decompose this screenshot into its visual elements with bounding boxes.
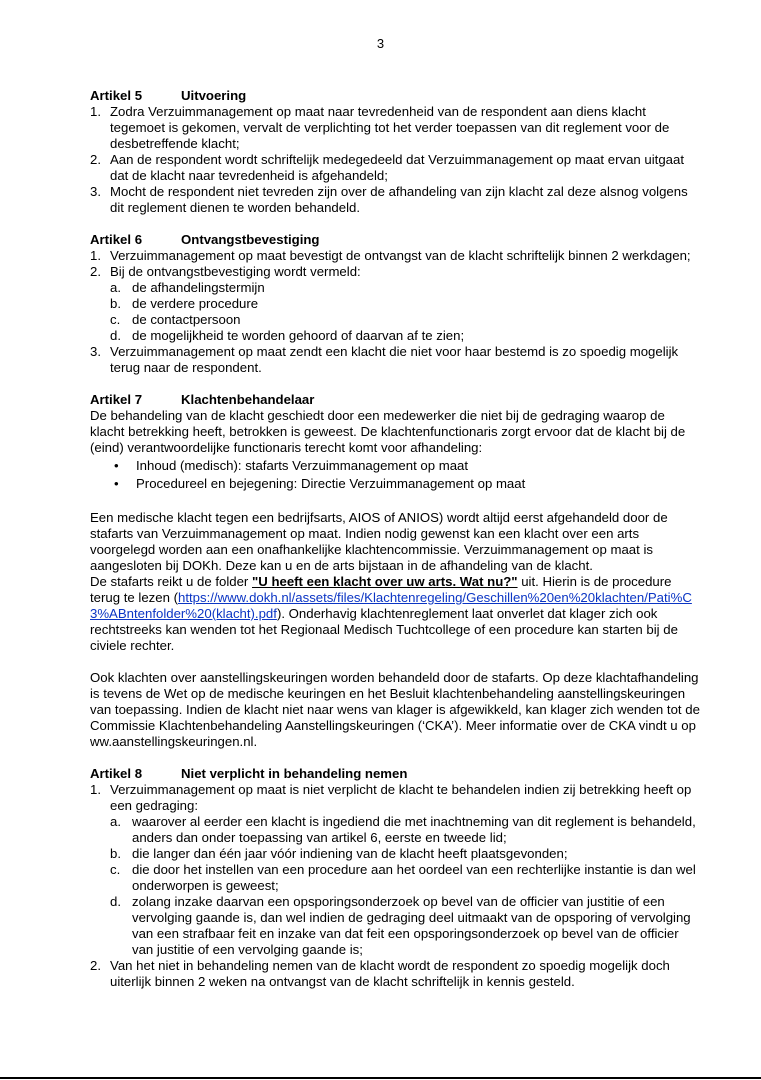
list-marker: 1.: [90, 104, 101, 119]
article-number: Artikel 5: [90, 88, 143, 103]
article-number: Artikel 7: [90, 392, 143, 407]
sub-list-item: [110, 846, 702, 862]
list-marker: c.: [110, 862, 121, 877]
list-text: zolang inzake daarvan een opsporingsonderzoek op bevel van de officier van justitie of een vervolging gaande is, dan wel indien de gedraging deel uitmaakt van de opsporing of vervolging van een strafbaar feit en inzake van dat feit een opsporingsonderzoek op bevel van de officier van justitie of een vervolging gaande is;: [132, 894, 691, 957]
list-item: [90, 248, 702, 264]
article-title: Klachtenbehandelaar: [181, 392, 315, 407]
sub-list: [90, 814, 702, 958]
list-marker: d.: [110, 894, 121, 909]
article-5-heading: [90, 88, 702, 104]
list-text: Zodra Verzuimmanagement op maat naar tevredenheid van de respondent aan diens klacht tegemoet is gekomen, vervalt de verplichting tot het verder toepassen van dit reglement voor de desbetreffende klacht;: [110, 104, 670, 151]
article-8: [90, 766, 702, 990]
list-text: de afhandelingstermijn: [132, 280, 265, 295]
pdf-link[interactable]: https://www.dokh.nl/assets/files/Klachtenregeling/Geschillen%20en%20klachten/Pati%C3%ABntenfolder%20(klacht).pdf: [90, 590, 692, 621]
list-marker: 3.: [90, 184, 101, 199]
bullet-marker: •: [114, 476, 119, 491]
list-text: Verzuimmanagement op maat is niet verplicht de klacht te behandelen indien zij betrekking heeft op een gedraging:: [110, 782, 692, 813]
list-item: [90, 958, 702, 990]
list-text: die langer dan één jaar vóór indiening van de klacht heeft plaatsgevonden;: [132, 846, 568, 861]
article-number: Artikel 8: [90, 766, 143, 781]
article-7-heading: [90, 392, 702, 408]
document-body: [90, 88, 702, 1006]
list-text: de mogelijkheid te worden gehoord of daarvan af te zien;: [132, 328, 465, 343]
list-item: [90, 264, 702, 280]
article-number: Artikel 6: [90, 232, 143, 247]
list-text: Verzuimmanagement op maat zendt een klacht die niet voor haar bestemd is zo spoedig mogelijk terug naar de respondent.: [110, 344, 679, 375]
text-run: De stafarts reikt u de folder: [90, 574, 252, 589]
bullet-marker: •: [114, 458, 119, 473]
list-text: Van het niet in behandeling nemen van de klacht wordt de respondent zo spoedig mogelijk doch uiterlijk binnen 2 weken na ontvangst van de klacht schriftelijk in kennis gesteld.: [110, 958, 670, 989]
sub-list-item: [110, 296, 702, 312]
list-marker: 1.: [90, 248, 101, 263]
sub-list-item: [110, 312, 702, 328]
list-marker: a.: [110, 814, 121, 829]
list-item: [90, 184, 702, 216]
article-6: [90, 232, 702, 376]
sub-list-item: [110, 862, 702, 894]
page-number: 3: [376, 36, 385, 51]
list-text: Inhoud (medisch): stafarts Verzuimmanagement op maat: [136, 458, 469, 473]
sub-list-item: [110, 894, 702, 958]
list-text: waarover al eerder een klacht is ingediend die met inachtneming van dit reglement is behandeld, anders dan onder toepassing van artikel 6, eerste en tweede lid;: [132, 814, 696, 845]
list-text: die door het instellen van een procedure aan het oordeel van een rechterlijke instantie is dan wel onderworpen is geweest;: [132, 862, 696, 893]
article-5: [90, 88, 702, 216]
bullet-item: [114, 458, 702, 474]
list-marker: a.: [110, 280, 121, 295]
list-text: de verdere procedure: [132, 296, 259, 311]
list-text: Procedureel en bejegening: Directie Verzuimmanagement op maat: [136, 476, 526, 491]
sub-list: [90, 280, 702, 344]
list-item: [90, 104, 702, 152]
bottom-rule: [0, 1077, 761, 1079]
list-marker: 2.: [90, 264, 101, 279]
paragraph: Ook klachten over aanstellingskeuringen worden behandeld door de stafarts. Op deze klachtafhandeling is tevens de Wet op de medische keuringen en het Besluit klachtenbehandeling aanstellingskeuringen van toepassing. Indien de klacht niet naar wens van klager is afgewikkeld, kan klager zich wenden tot de Commissie Klachtenbehandeling Aanstellingskeuringen (‘CKA’). Meer informatie over de CKA vindt u op ww.aanstellingskeuringen.nl.: [90, 670, 700, 749]
list-text: Bij de ontvangstbevestiging wordt vermeld:: [110, 264, 361, 279]
list-marker: 2.: [90, 152, 101, 167]
paragraph: Een medische klacht tegen een bedrijfsarts, AIOS of ANIOS) wordt altijd eerst afgehandeld door de stafarts van Verzuimmanagement op maat. Indien nodig gewenst kan een klacht over een arts voorgelegd worden aan een onafhankelijke klachtencommissie. Verzuimmanagement op maat is aangesloten bij DOKh. Deze kan u en de arts bijstaan in de afhandeling van de klacht.: [90, 510, 668, 573]
paragraph: De behandeling van de klacht geschiedt door een medewerker die niet bij de gedraging waarop de klacht betrekking heeft, betrokken is geweest. De klachtenfunctionaris zorgt ervoor dat de klacht bij de (eind) verantwoordelijke functionaris terecht komt voor afhandeling:: [90, 408, 686, 455]
text-run: ). Onderhavig klachtenreglement laat onverlet dat klager zich ook rechtstreeks kan wenden tot het Regionaal Medisch Tuchtcollege of een procedure kan starten bij de civiele rechter.: [90, 606, 678, 653]
list-item: [90, 152, 702, 184]
folder-title: "U heeft een klacht over uw arts. Wat nu?": [252, 574, 518, 589]
bullet-list: [90, 458, 702, 492]
list-marker: 3.: [90, 344, 101, 359]
article-title: Ontvangstbevestiging: [181, 232, 320, 247]
article-title: Uitvoering: [181, 88, 247, 103]
article-title: Niet verplicht in behandeling nemen: [181, 766, 408, 781]
list-item: [90, 782, 702, 814]
list-marker: 1.: [90, 782, 101, 797]
list-marker: c.: [110, 312, 121, 327]
list-item: [90, 344, 702, 376]
text-run: uit. Hierin is de procedure terug te lezen: [90, 574, 672, 605]
list-marker: d.: [110, 328, 121, 343]
article-8-heading: [90, 766, 702, 782]
article-6-heading: [90, 232, 702, 248]
article-7: [90, 392, 702, 750]
sub-list-item: [110, 814, 702, 846]
bullet-item: [114, 476, 702, 492]
list-text: Verzuimmanagement op maat bevestigt de ontvangst van de klacht schriftelijk binnen 2 werkdagen;: [110, 248, 691, 263]
sub-list-item: [110, 280, 702, 296]
list-marker: b.: [110, 846, 121, 861]
list-marker: b.: [110, 296, 121, 311]
list-marker: 2.: [90, 958, 101, 973]
list-text: de contactpersoon: [132, 312, 241, 327]
list-text: Aan de respondent wordt schriftelijk medegedeeld dat Verzuimmanagement op maat ervan uitgaat dat de klacht naar tevredenheid is afgehandeld;: [110, 152, 684, 183]
text-run: (: [173, 590, 178, 605]
list-text: Mocht de respondent niet tevreden zijn over de afhandeling van zijn klacht zal deze alsnog volgens dit reglement dienen te worden behandeld.: [110, 184, 688, 215]
paragraph-folder: [90, 574, 702, 654]
sub-list-item: [110, 328, 702, 344]
